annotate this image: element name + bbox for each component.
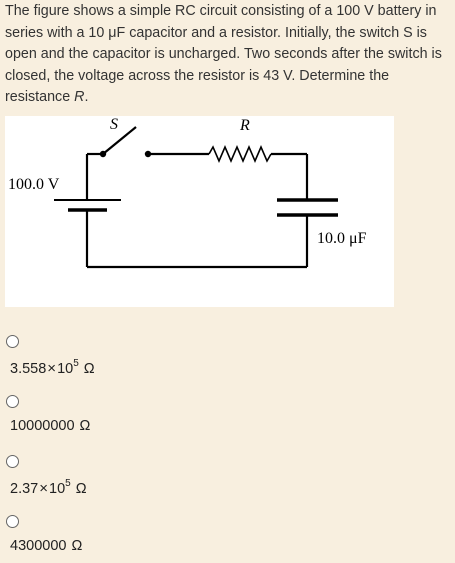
- mantissa: 3.558: [10, 361, 47, 377]
- battery-label: 100.0 V: [8, 176, 60, 193]
- switch-contact-right: [145, 151, 151, 157]
- radio-button[interactable]: [6, 455, 19, 468]
- times-sign: ×: [39, 480, 48, 497]
- rc-circuit-figure: [5, 116, 394, 307]
- times-sign: ×: [47, 360, 57, 377]
- switch-contact-left: [100, 151, 106, 157]
- option-1-label: [10, 358, 95, 377]
- option-2-label: [10, 418, 90, 434]
- option-3[interactable]: [6, 455, 206, 503]
- exponent: 5: [73, 358, 79, 369]
- capacitor-label: 10.0 μF: [317, 230, 367, 247]
- option-3-label: [10, 478, 87, 497]
- resistor-zigzag: [209, 147, 271, 161]
- base: 10: [57, 361, 74, 377]
- question-variable: R: [74, 89, 85, 105]
- question-text: [5, 1, 453, 109]
- mantissa: 2.37: [10, 481, 39, 497]
- ohm-unit: Ω: [75, 481, 87, 497]
- resistor-label: R: [240, 117, 250, 134]
- ohm-unit: Ω: [83, 361, 95, 377]
- ohm-unit: Ω: [71, 538, 83, 554]
- radio-button[interactable]: [6, 515, 19, 528]
- radio-button[interactable]: [6, 335, 19, 348]
- switch-blade: [103, 127, 136, 154]
- question-body: The figure shows a simple RC circuit consisting of a 100 V battery in series with a 10 μF capacitor and a resistor. Initially, the switch S is open and the capacitor is uncharged. Two seconds after the switch is closed, the voltage across the resistor is 43 V. Determine the resistance: [5, 3, 442, 105]
- switch-label: S: [110, 116, 118, 133]
- question-end: .: [84, 89, 89, 105]
- option-1[interactable]: [6, 335, 206, 383]
- ohm-unit: Ω: [79, 418, 91, 434]
- circuit-diagram: [5, 116, 394, 307]
- value: 10000000: [10, 418, 75, 434]
- option-4-label: [10, 538, 82, 554]
- radio-button[interactable]: [6, 395, 19, 408]
- option-4[interactable]: [6, 515, 206, 563]
- exponent: 5: [65, 478, 71, 489]
- value: 4300000: [10, 538, 67, 554]
- option-2[interactable]: [6, 395, 206, 443]
- base: 10: [49, 481, 66, 497]
